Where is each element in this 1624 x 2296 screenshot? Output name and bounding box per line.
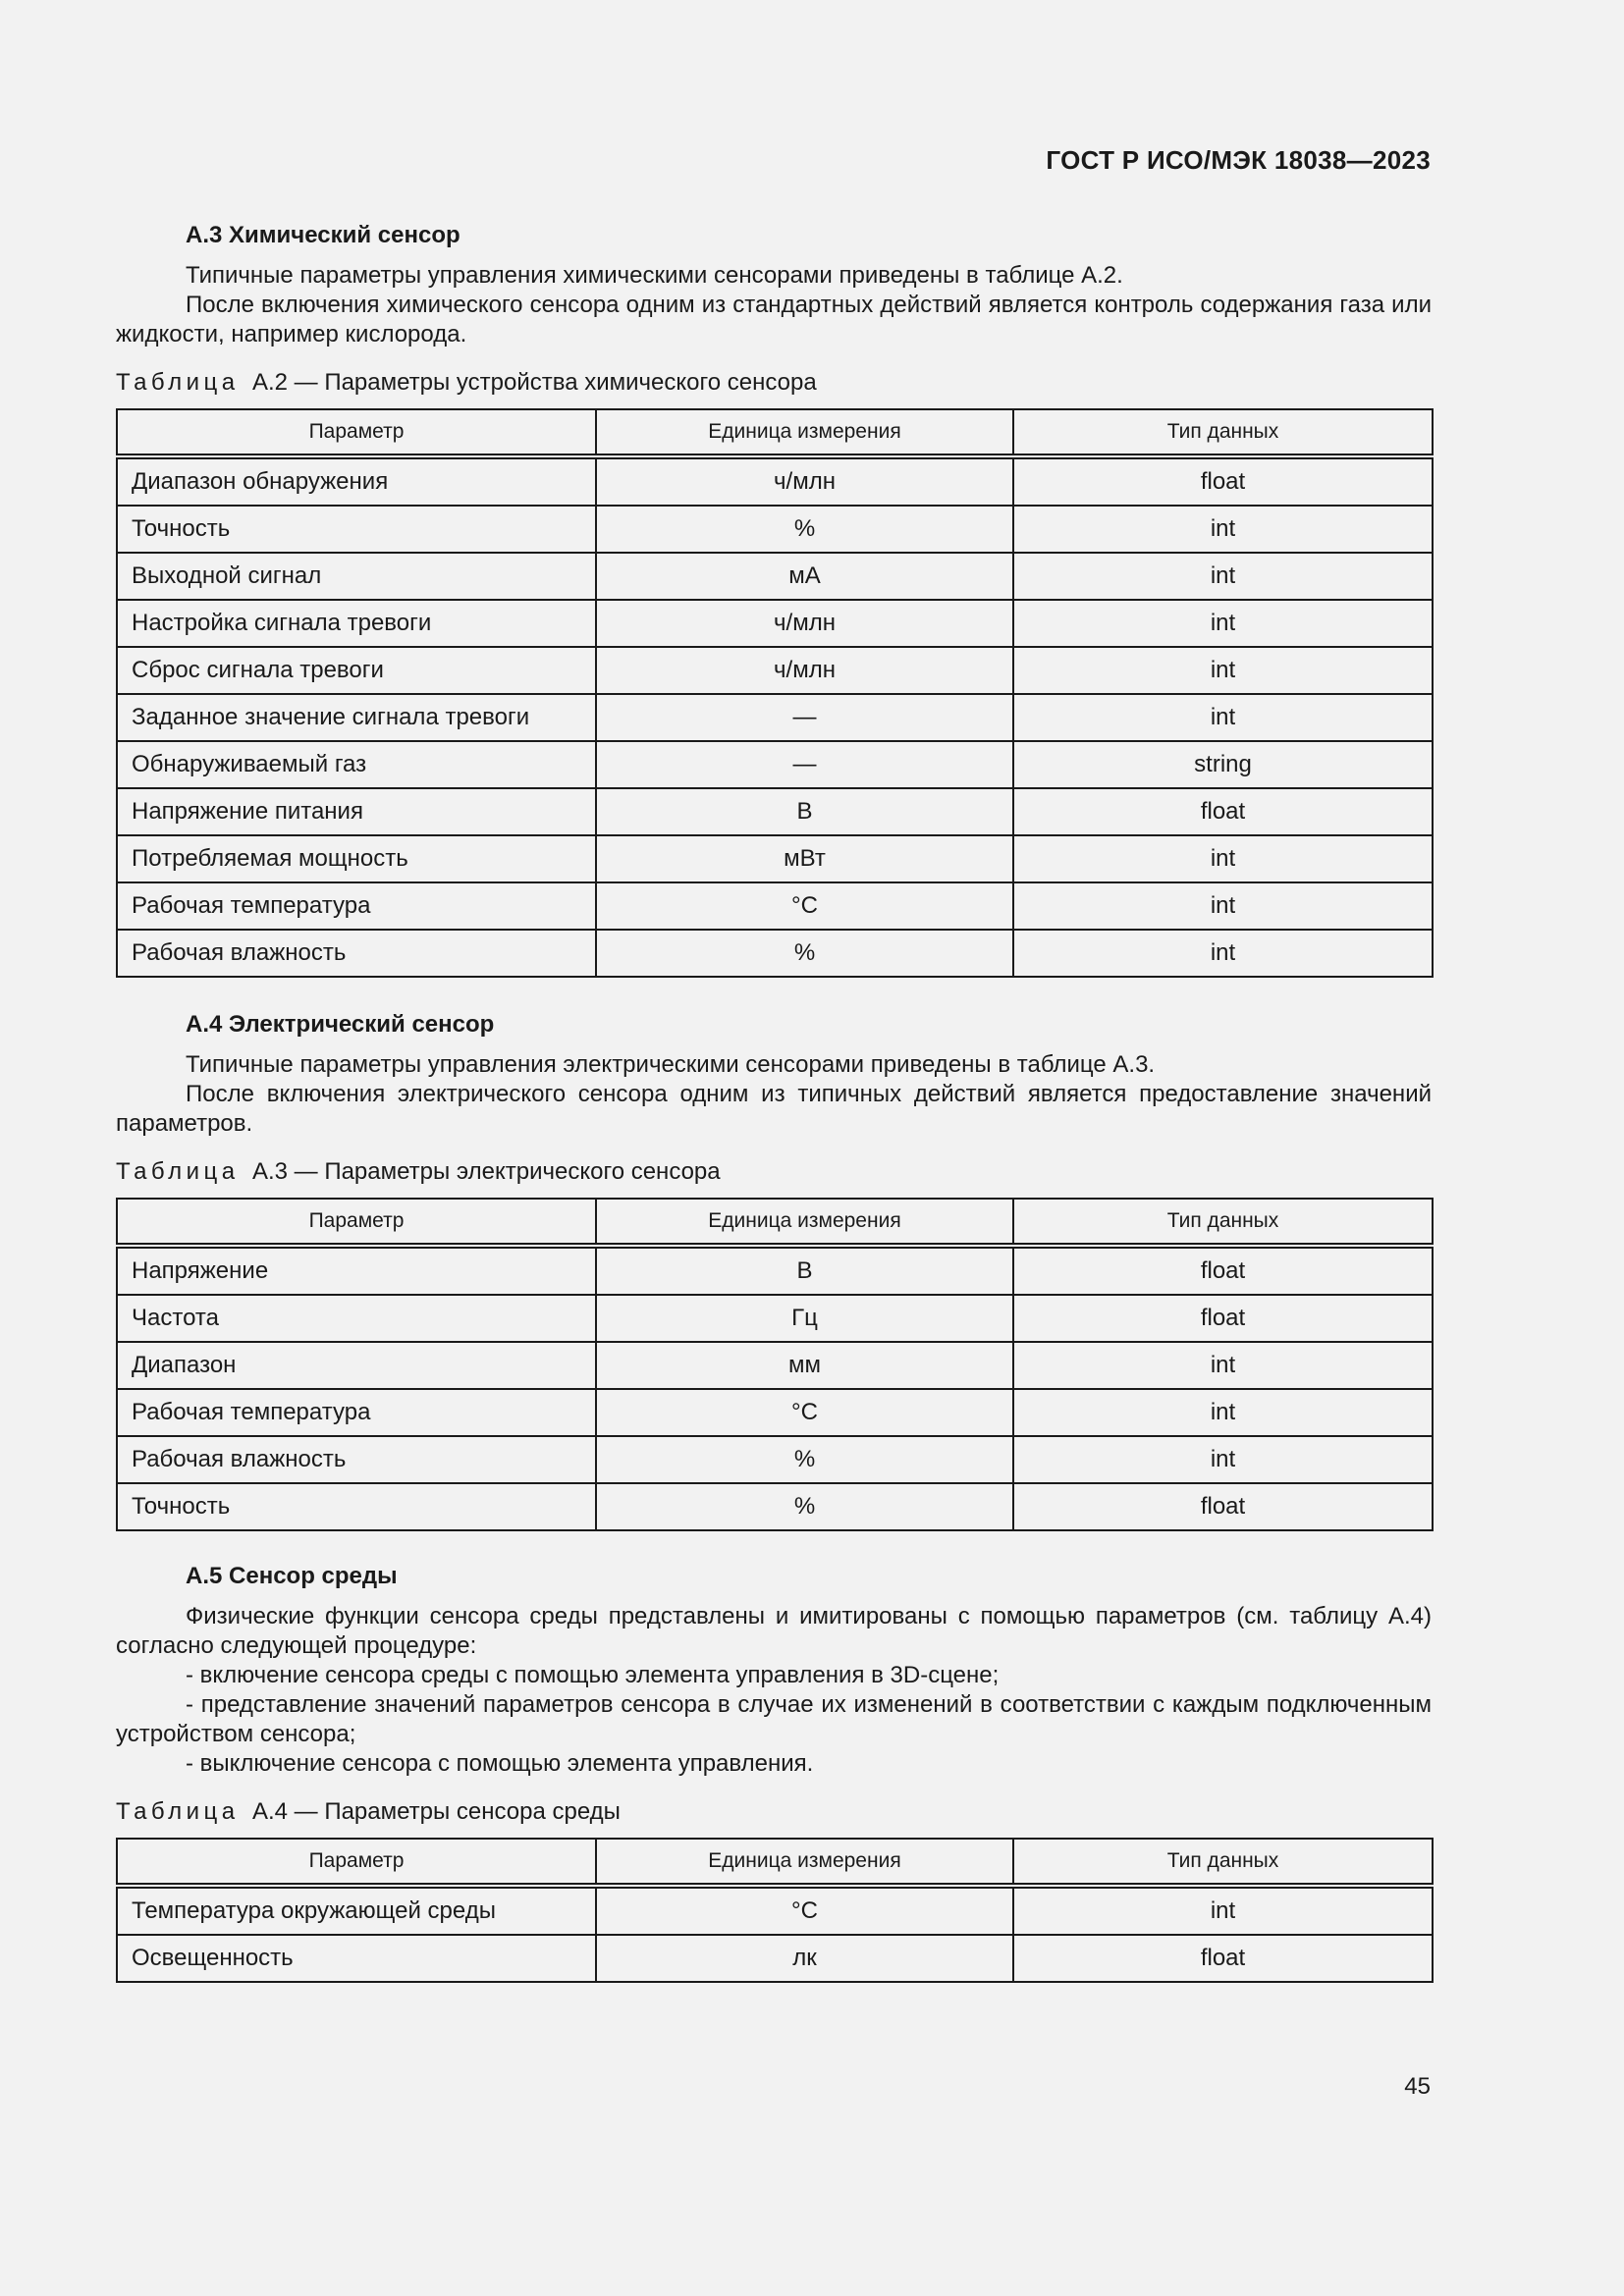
cell-unit: мА <box>596 553 1013 600</box>
cell-data-type: int <box>1013 694 1433 741</box>
table-a2-header-row <box>117 409 1433 456</box>
table-row <box>117 1483 1433 1530</box>
section-a4-paragraph-1: Типичные параметры управления электрическими сенсорами приведены в таблице А.3. <box>186 1051 1156 1078</box>
table-row <box>117 930 1433 977</box>
cell-data-type: int <box>1013 1389 1433 1436</box>
cell-parameter: Диапазон обнаружения <box>117 456 596 506</box>
cell-unit: % <box>596 506 1013 553</box>
cell-data-type: int <box>1013 930 1433 977</box>
table-row <box>117 835 1433 882</box>
column-header-unit: Единица измерения <box>596 409 1013 456</box>
cell-data-type: int <box>1013 1886 1433 1935</box>
table-a4 <box>116 1838 1434 1983</box>
cell-parameter: Настройка сигнала тревоги <box>117 600 596 647</box>
table-row <box>117 456 1433 506</box>
section-a5-title: А.5 Сенсор среды <box>186 1563 398 1589</box>
cell-data-type: int <box>1013 553 1433 600</box>
cell-data-type: float <box>1013 1295 1433 1342</box>
cell-parameter: Рабочая влажность <box>117 1436 596 1483</box>
table-a3-caption-word: Таблица <box>116 1158 240 1185</box>
table-a3 <box>116 1198 1434 1531</box>
section-a4-paragraph-2: После включения электрического сенсора одним из типичных действий является предоставление значений параметров. <box>116 1081 1432 1137</box>
section-a3-paragraph-1: Типичные параметры управления химическими сенсорами приведены в таблице А.2. <box>186 262 1123 289</box>
table-row <box>117 1886 1433 1935</box>
column-header-parameter: Параметр <box>117 1839 596 1886</box>
table-row <box>117 647 1433 694</box>
cell-unit: °С <box>596 1389 1013 1436</box>
page-number: 45 <box>1404 2073 1431 2100</box>
column-header-data-type: Тип данных <box>1013 1839 1433 1886</box>
table-row <box>117 1246 1433 1295</box>
table-a4-caption <box>116 1797 1432 1827</box>
cell-parameter: Обнаруживаемый газ <box>117 741 596 788</box>
cell-data-type: float <box>1013 1483 1433 1530</box>
cell-parameter: Освещенность <box>117 1935 596 1982</box>
cell-parameter: Температура окружающей среды <box>117 1886 596 1935</box>
cell-unit: В <box>596 788 1013 835</box>
table-a3-caption <box>116 1157 1432 1187</box>
cell-unit: °С <box>596 1886 1013 1935</box>
column-header-data-type: Тип данных <box>1013 1199 1433 1246</box>
cell-parameter: Напряжение <box>117 1246 596 1295</box>
table-row <box>117 506 1433 553</box>
table-row <box>117 600 1433 647</box>
cell-data-type: string <box>1013 741 1433 788</box>
table-a4-caption-word: Таблица <box>116 1798 240 1825</box>
cell-unit: В <box>596 1246 1013 1295</box>
cell-parameter: Сброс сигнала тревоги <box>117 647 596 694</box>
cell-unit: мм <box>596 1342 1013 1389</box>
section-a5-list-item-1: - включение сенсора среды с помощью элемента управления в 3D-сцене; <box>186 1662 1000 1688</box>
table-a2-caption-word: Таблица <box>116 369 240 396</box>
cell-data-type: int <box>1013 835 1433 882</box>
page-content <box>116 221 1432 1983</box>
cell-data-type: int <box>1013 600 1433 647</box>
cell-unit: Гц <box>596 1295 1013 1342</box>
table-row <box>117 1389 1433 1436</box>
cell-unit: — <box>596 741 1013 788</box>
cell-data-type: float <box>1013 1935 1433 1982</box>
cell-unit: ч/млн <box>596 600 1013 647</box>
cell-parameter: Потребляемая мощность <box>117 835 596 882</box>
cell-parameter: Точность <box>117 506 596 553</box>
cell-unit: ч/млн <box>596 647 1013 694</box>
cell-parameter: Диапазон <box>117 1342 596 1389</box>
table-row <box>117 1342 1433 1389</box>
column-header-parameter: Параметр <box>117 1199 596 1246</box>
table-a3-caption-text: А.3 — Параметры электрического сенсора <box>251 1158 721 1185</box>
column-header-unit: Единица измерения <box>596 1839 1013 1886</box>
cell-data-type: float <box>1013 456 1433 506</box>
document-designation: ГОСТ Р ИСО/МЭК 18038—2023 <box>1046 145 1431 175</box>
table-a3-header-row <box>117 1199 1433 1246</box>
cell-parameter: Рабочая температура <box>117 882 596 930</box>
table-row <box>117 694 1433 741</box>
cell-unit: % <box>596 1483 1013 1530</box>
cell-unit: ч/млн <box>596 456 1013 506</box>
cell-unit: % <box>596 1436 1013 1483</box>
column-header-data-type: Тип данных <box>1013 409 1433 456</box>
cell-data-type: int <box>1013 1342 1433 1389</box>
cell-data-type: float <box>1013 1246 1433 1295</box>
cell-parameter: Напряжение питания <box>117 788 596 835</box>
cell-unit: мВт <box>596 835 1013 882</box>
cell-parameter: Заданное значение сигнала тревоги <box>117 694 596 741</box>
table-row <box>117 1436 1433 1483</box>
cell-parameter: Рабочая температура <box>117 1389 596 1436</box>
cell-unit: °С <box>596 882 1013 930</box>
cell-parameter: Частота <box>117 1295 596 1342</box>
section-a5-paragraph-1: Физические функции сенсора среды представлены и имитированы с помощью параметров (см. таблицу А.4) согласно следующей процедуре: <box>116 1603 1432 1659</box>
table-row <box>117 553 1433 600</box>
section-a4-title: А.4 Электрический сенсор <box>186 1011 495 1038</box>
section-a3-title: А.3 Химический сенсор <box>186 222 460 248</box>
column-header-parameter: Параметр <box>117 409 596 456</box>
cell-parameter: Рабочая влажность <box>117 930 596 977</box>
table-row <box>117 1935 1433 1982</box>
cell-unit: % <box>596 930 1013 977</box>
cell-unit: лк <box>596 1935 1013 1982</box>
cell-data-type: int <box>1013 1436 1433 1483</box>
cell-data-type: int <box>1013 506 1433 553</box>
section-a5-list-item-3: - выключение сенсора с помощью элемента управления. <box>186 1750 814 1777</box>
column-header-unit: Единица измерения <box>596 1199 1013 1246</box>
section-a3-paragraph-2: После включения химического сенсора одним из стандартных действий является контроль содержания газа или жидкости, например кислорода. <box>116 292 1432 347</box>
cell-data-type: float <box>1013 788 1433 835</box>
table-a2-caption-text: А.2 — Параметры устройства химического сенсора <box>251 369 817 396</box>
section-a5-list-item-2: - представление значений параметров сенсора в случае их изменений в соответствии с каждым подключенным устройством сенсора; <box>116 1691 1432 1747</box>
table-a4-header-row <box>117 1839 1433 1886</box>
table-row <box>117 1295 1433 1342</box>
table-a2-caption <box>116 368 1432 398</box>
cell-parameter: Точность <box>117 1483 596 1530</box>
cell-unit: — <box>596 694 1013 741</box>
cell-parameter: Выходной сигнал <box>117 553 596 600</box>
table-row <box>117 788 1433 835</box>
cell-data-type: int <box>1013 882 1433 930</box>
table-a2 <box>116 408 1434 978</box>
cell-data-type: int <box>1013 647 1433 694</box>
table-row <box>117 882 1433 930</box>
table-row <box>117 741 1433 788</box>
table-a4-caption-text: А.4 — Параметры сенсора среды <box>251 1798 621 1825</box>
